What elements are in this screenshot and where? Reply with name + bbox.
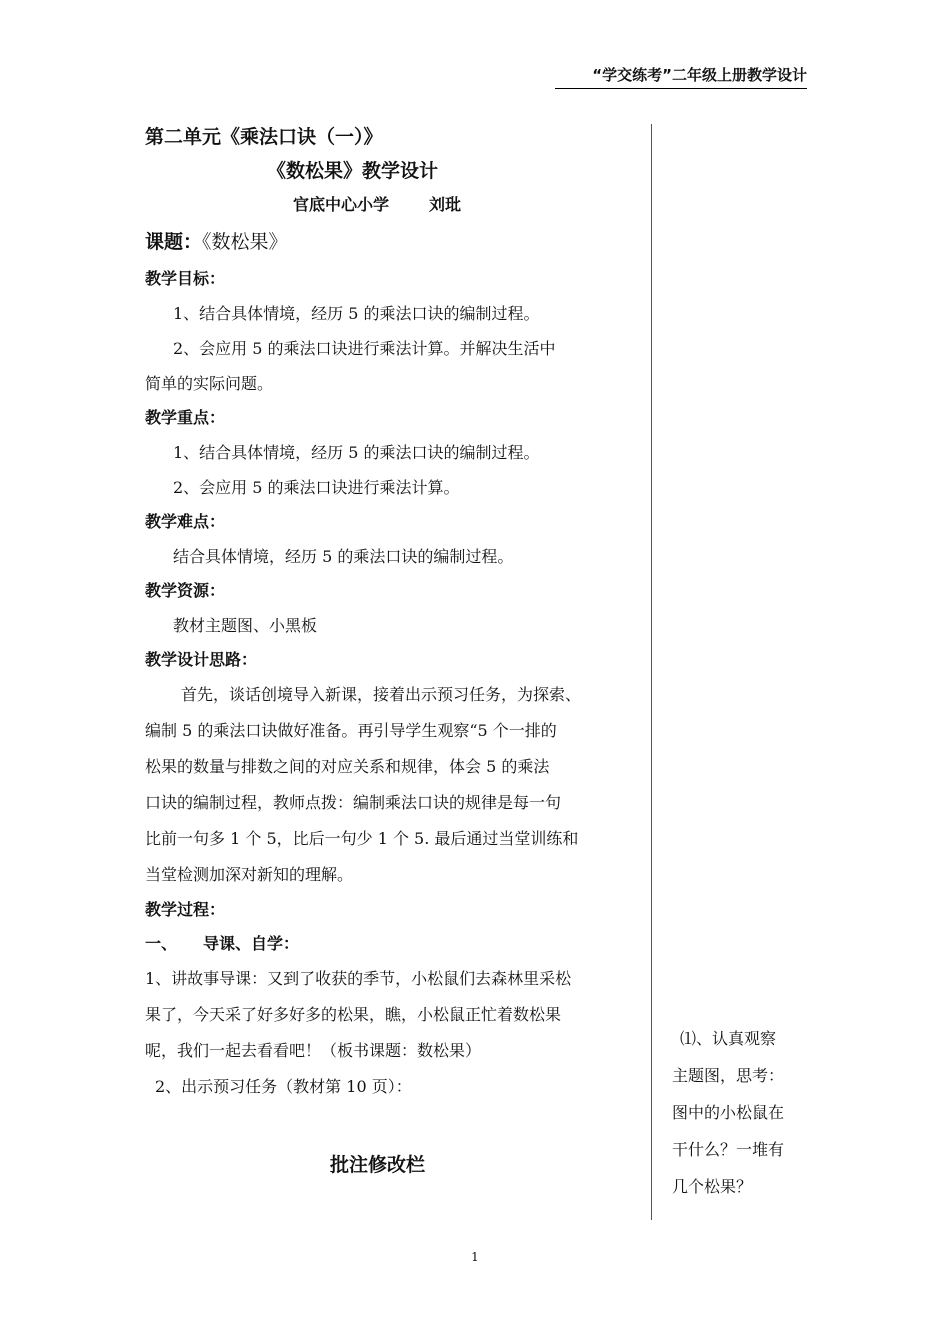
design-line: 口诀的编制过程，教师点拨：编制乘法口诀的规律是每一句: [145, 793, 562, 812]
side-note-line: 图中的小松鼠在: [672, 1103, 785, 1122]
resources-heading: 教学资源：: [145, 581, 226, 600]
page-number: 1: [471, 1250, 479, 1264]
process-line: 果了，今天采了好多好多的松果，瞧，小松鼠正忙着数松果: [145, 1005, 562, 1024]
key-point-item: 2、会应用 5 的乘法口诀进行乘法计算。: [173, 478, 460, 497]
side-notes: [672, 1020, 812, 1205]
key-points-heading: 教学重点：: [145, 408, 226, 427]
objectives-heading: 教学目标：: [145, 269, 226, 288]
process-line: 2、出示预习任务（教材第 10 页）：: [155, 1077, 412, 1096]
process-section-heading: [145, 927, 635, 961]
side-note-line: 干什么？一堆有: [672, 1140, 785, 1159]
design-line: 比前一句多 1 个 5，比后一句少 1 个 5. 最后通过当堂训练和: [145, 829, 579, 848]
column-divider: [651, 124, 652, 1220]
lesson-title: 《数松果》教学设计: [267, 160, 439, 182]
topic-line: [145, 222, 635, 262]
key-point-item: 1、结合具体情境，经历 5 的乘法口诀的编制过程。: [173, 443, 540, 462]
author-name: 刘玭: [429, 195, 462, 214]
difficulties-text: 结合具体情境，经历 5 的乘法口诀的编制过程。: [173, 547, 514, 566]
section-number: 一、: [145, 934, 178, 953]
design-line: 编制 5 的乘法口诀做好准备。再引导学生观察“5 个一排的: [145, 721, 557, 740]
side-note-line: 几个松果？: [672, 1177, 753, 1196]
author-line: [145, 188, 635, 222]
side-note-line: 主题图，思考：: [672, 1066, 785, 1085]
process-line: 呢，我们一起去看看吧！（板书课题：数松果）: [145, 1041, 482, 1060]
design-line: 当堂检测加深对新知的理解。: [145, 865, 354, 884]
resources-text: 教材主题图、小黑板: [173, 616, 318, 635]
design-line: 松果的数量与排数之间的对应关系和规律，体会 5 的乘法: [145, 757, 550, 776]
topic-label: 课题：: [145, 231, 203, 253]
objective-item: 1、结合具体情境，经历 5 的乘法口诀的编制过程。: [173, 304, 540, 323]
design-line: 首先，谈话创境导入新课，接着出示预习任务，为探索、: [181, 685, 582, 704]
topic-value: 《数松果》: [202, 231, 288, 253]
page-header: “学交练考”二年级上册教学设计: [555, 64, 807, 89]
objective-item: 2、会应用 5 的乘法口诀进行乘法计算。并解决生活中: [173, 339, 556, 358]
main-column: [145, 120, 635, 1105]
author-school: 官底中心小学: [293, 195, 390, 214]
unit-title: 第二单元《乘法口诀（一）》: [145, 126, 383, 148]
difficulties-heading: 教学难点：: [145, 512, 226, 531]
section-title: 导课、自学：: [203, 934, 300, 953]
side-note-line: ⑴、认真观察: [680, 1029, 777, 1048]
process-heading: 教学过程：: [145, 900, 226, 919]
design-heading: 教学设计思路：: [145, 650, 258, 669]
objective-item: 简单的实际问题。: [145, 374, 274, 393]
annotation-label: 批注修改栏: [330, 1154, 426, 1176]
process-line: 1、讲故事导课：又到了收获的季节，小松鼠们去森林里采松: [145, 969, 572, 988]
